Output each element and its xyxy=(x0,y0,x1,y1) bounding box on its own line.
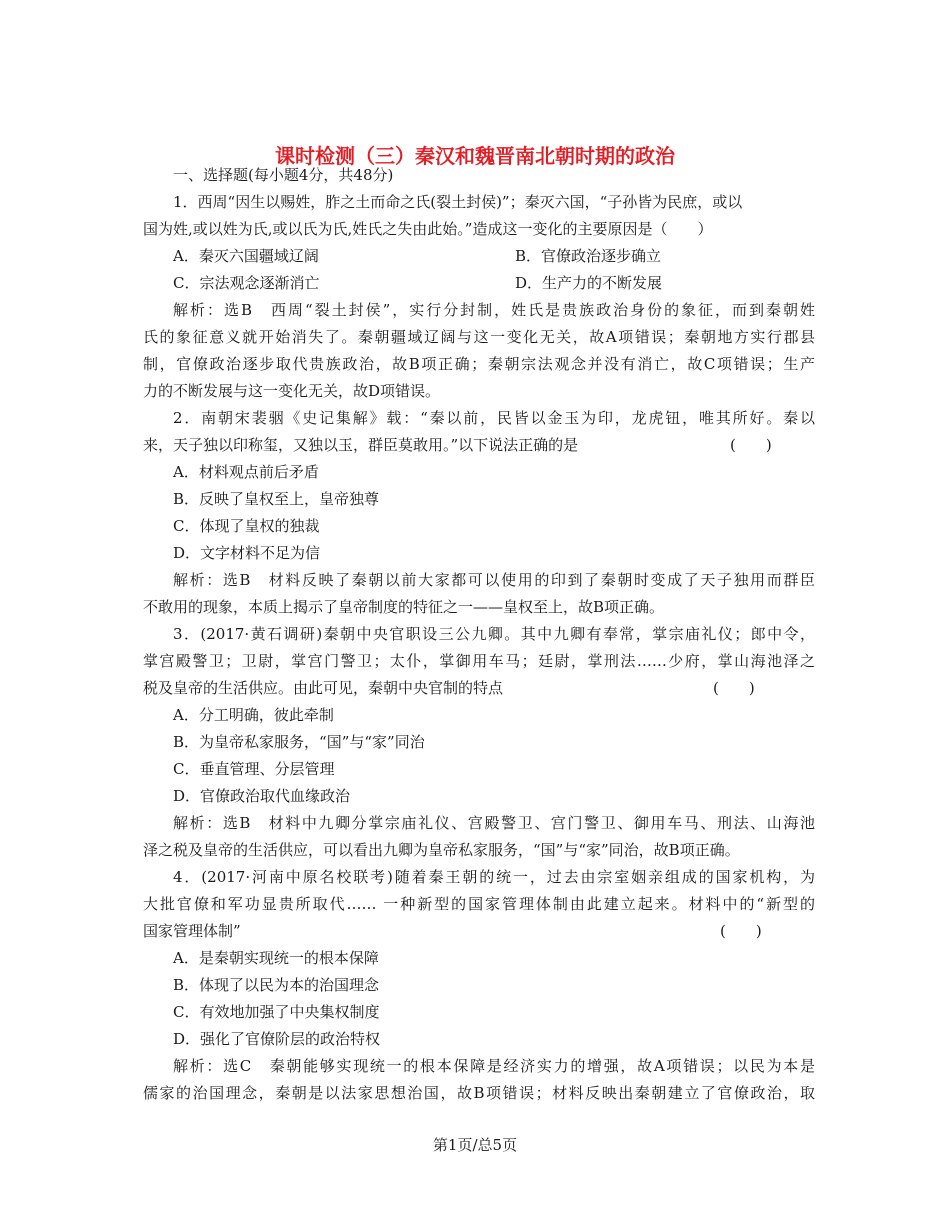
question-stem-line: 大批官僚和军功显贵所取代…… 一种新型的国家管理体制由此建立起来。材料中的“新型的 xyxy=(143,895,815,913)
option-d: D．强化了官僚阶层的政治特权 xyxy=(173,1030,381,1048)
option-b: B．官僚政治逐步确立 xyxy=(515,247,662,265)
analysis-line: 儒家的治国理念，秦朝是以法家思想治国，故B项错误；材料反映出秦朝建立了官僚政治，取 xyxy=(143,1084,815,1102)
question-stem-line: 掌宫殿警卫；卫尉，掌宫门警卫；太仆，掌御用车马；廷尉，掌刑法……少府，掌山海池泽之 xyxy=(143,652,815,670)
analysis-line: 不敢用的现象，本质上揭示了皇帝制度的特征之一——皇权至上，故B项正确。 xyxy=(143,598,665,616)
question-4 xyxy=(143,864,815,1107)
option-c: C．垂直管理、分层管理 xyxy=(173,760,335,778)
option-c: C．宗法观念逐渐消亡 xyxy=(173,274,320,292)
question-stem-line xyxy=(143,432,815,459)
analysis-line: 泽之税及皇帝的生活供应，可以看出九卿为皇帝私家服务，“国”与“家”同治，故B项正确。 xyxy=(143,841,740,859)
option-a: A．材料观点前后矛盾 xyxy=(173,463,319,481)
analysis-line: 解析：选B 西周“裂土封侯”，实行分封制，姓氏是贵族政治身份的象征，而到秦朝姓 xyxy=(173,301,815,319)
question-stem-line xyxy=(143,918,815,945)
question-stem-text: 国家管理体制” xyxy=(143,922,241,940)
question-3 xyxy=(143,621,815,864)
analysis-line: 力的不断发展与这一变化无关，故D项错误。 xyxy=(143,382,441,400)
answer-blank: ( ) xyxy=(730,436,772,454)
option-d: D．生产力的不断发展 xyxy=(515,274,663,292)
option-row xyxy=(143,270,815,297)
question-stem-line: 1．西周“因生以赐姓，胙之土而命之氏(裂土封侯)”；秦灭六国，“子孙皆为民庶，或以 xyxy=(173,193,743,211)
analysis-line: 制，官僚政治逐步取代贵族政治，故B项正确；秦朝宗法观念并没有消亡，故C项错误；生产 xyxy=(143,355,815,373)
option-b: B．反映了皇权至上，皇帝独尊 xyxy=(173,490,380,508)
option-a: A．秦灭六国疆域辽阔 xyxy=(173,247,319,265)
question-stem-line xyxy=(143,675,815,702)
option-d: D．官僚政治取代血缘政治 xyxy=(173,787,351,805)
question-stem-line: 3．(2017·黄石调研)秦朝中央官职设三公九卿。其中九卿有奉常，掌宗庙礼仪；郎中令， xyxy=(173,625,815,643)
question-stem-text: 税及皇帝的生活供应。由此可见，秦朝中央官制的特点 xyxy=(143,679,504,697)
answer-blank: ( ) xyxy=(713,679,755,697)
option-c: C．有效地加强了中央集权制度 xyxy=(173,1003,380,1021)
analysis-line: 解析：选C 秦朝能够实现统一的根本保障是经济实力的增强，故A项错误；以民为本是 xyxy=(173,1057,815,1075)
section-heading: 一、选择题(每小题4分，共48分) xyxy=(173,166,394,184)
option-c: C．体现了皇权的独裁 xyxy=(173,517,320,535)
option-b: B．为皇帝私家服务，“国”与“家”同治 xyxy=(173,733,425,751)
document-body xyxy=(143,162,815,1107)
option-row xyxy=(143,243,815,270)
analysis-line: 解析：选B 材料中九卿分掌宗庙礼仪、宫殿警卫、宫门警卫、御用车马、刑法、山海池 xyxy=(173,814,815,832)
analysis-line: 解析：选B 材料反映了秦朝以前大家都可以使用的印到了秦朝时变成了天子独用而群臣 xyxy=(173,571,815,589)
question-1 xyxy=(143,189,815,405)
question-2 xyxy=(143,405,815,621)
option-a: A．分工明确，彼此牵制 xyxy=(173,706,334,724)
question-stem-line: 4．(2017·河南中原名校联考)随着秦王朝的统一，过去由宗室姻亲组成的国家机构，为 xyxy=(173,868,815,886)
question-stem-line: 国为姓,或以姓为氏,或以氏为氏,姓氏之失由此始。”造成这一变化的主要原因是（ ） xyxy=(143,220,713,238)
page-title: 课时检测（三）秦汉和魏晋南北朝时期的政治 xyxy=(275,144,675,168)
analysis-line: 氏的象征意义就开始消失了。秦朝疆域辽阔与这一变化无关，故A项错误；秦朝地方实行郡县 xyxy=(143,328,815,346)
page-footer: 第1页/总5页 xyxy=(432,1136,518,1154)
option-a: A．是秦朝实现统一的根本保障 xyxy=(173,949,379,967)
option-b: B．体现了以民为本的治国理念 xyxy=(173,976,380,994)
question-stem-line: 2．南朝宋裴骃《史记集解》载：“秦以前，民皆以金玉为印，龙虎钮，唯其所好。秦以 xyxy=(173,409,815,427)
question-stem-text: 来，天子独以印称玺，又独以玉，群臣莫敢用。”以下说法正确的是 xyxy=(143,436,579,454)
option-d: D．文字材料不足为信 xyxy=(173,544,321,562)
answer-blank: ( ) xyxy=(720,922,762,940)
